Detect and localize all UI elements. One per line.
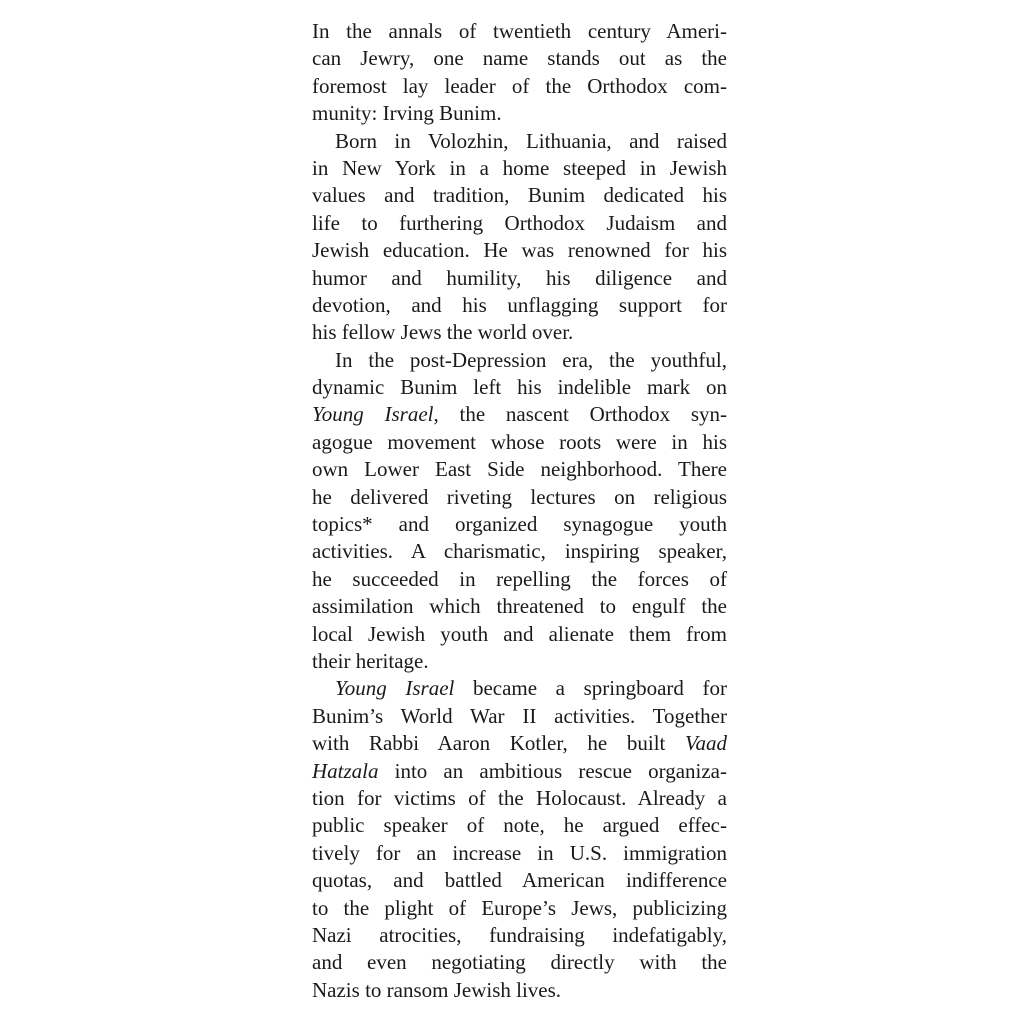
- italic-title: Hatzala: [312, 758, 379, 783]
- text-line: assimilation which threatened to engulf the: [312, 594, 727, 619]
- text-line: to the plight of Europe’s Jews, publicizing: [312, 895, 727, 920]
- text-line: own Lower East Side neighborhood. There: [312, 457, 727, 482]
- text-line: [312, 675, 727, 702]
- text-line: foremost lay leader of the Orthodox com-: [312, 73, 727, 98]
- text-line: In the annals of twentieth century Ameri-: [312, 19, 727, 43]
- paragraph-1: [312, 18, 727, 128]
- text-line: activities. A charismatic, inspiring speaker,: [312, 539, 727, 564]
- text-line: Jewish education. He was renowned for his: [312, 238, 727, 263]
- text-line: life to furthering Orthodox Judaism and: [312, 210, 727, 235]
- text-line: In the post-Depression era, the youthful,: [335, 347, 727, 372]
- text-line: Nazis to ransom Jewish lives.: [312, 977, 562, 1002]
- italic-title: Young Israel: [335, 676, 455, 701]
- text-line: [312, 401, 727, 428]
- paragraph-3: [312, 347, 727, 676]
- text-line: agogue movement whose roots were in his: [312, 429, 727, 454]
- text-line: munity: Irving Bunim.: [312, 101, 502, 126]
- text-line: Born in Volozhin, Lithuania, and raised: [335, 128, 727, 153]
- text-line: topics* and organized synagogue youth: [312, 512, 727, 537]
- text-line: values and tradition, Bunim dedicated his: [312, 183, 727, 208]
- text-line: and even negotiating directly with the: [312, 950, 727, 975]
- text-line: public speaker of note, he argued effec-: [312, 813, 727, 838]
- text-fragment: , the nascent Orthodox syn-: [433, 402, 727, 427]
- text-line: can Jewry, one name stands out as the: [312, 46, 727, 71]
- italic-title: Vaad: [685, 731, 727, 756]
- text-fragment: became a springboard for: [454, 676, 727, 701]
- text-line: tion for victims of the Holocaust. Already a: [312, 785, 727, 810]
- text-line: local Jewish youth and alienate them from: [312, 621, 727, 646]
- text-line: dynamic Bunim left his indelible mark on: [312, 375, 727, 400]
- text-line: quotas, and battled American indifference: [312, 868, 727, 893]
- text-line: he succeeded in repelling the forces of: [312, 566, 727, 591]
- italic-title: Young Israel: [312, 402, 434, 427]
- text-line: their heritage.: [312, 648, 429, 673]
- text-line: in New York in a home steeped in Jewish: [312, 155, 727, 180]
- paragraph-2: [312, 128, 727, 347]
- text-line: Bunim’s World War II activities. Together: [312, 703, 727, 728]
- text-fragment: into an ambitious rescue organiza-: [378, 758, 727, 783]
- text-line: [312, 730, 727, 757]
- text-line: [312, 758, 727, 785]
- text-fragment: with Rabbi Aaron Kotler, he built: [312, 731, 685, 756]
- text-line: tively for an increase in U.S. immigration: [312, 840, 727, 865]
- text-line: devotion, and his unflagging support for: [312, 292, 727, 317]
- text-line: he delivered riveting lectures on religious: [312, 484, 727, 509]
- text-line: his fellow Jews the world over.: [312, 320, 574, 345]
- text-line: Nazi atrocities, fundraising indefatigably,: [312, 922, 727, 947]
- text-column: [312, 18, 727, 1004]
- text-line: humor and humility, his diligence and: [312, 265, 727, 290]
- paragraph-4: [312, 675, 727, 1004]
